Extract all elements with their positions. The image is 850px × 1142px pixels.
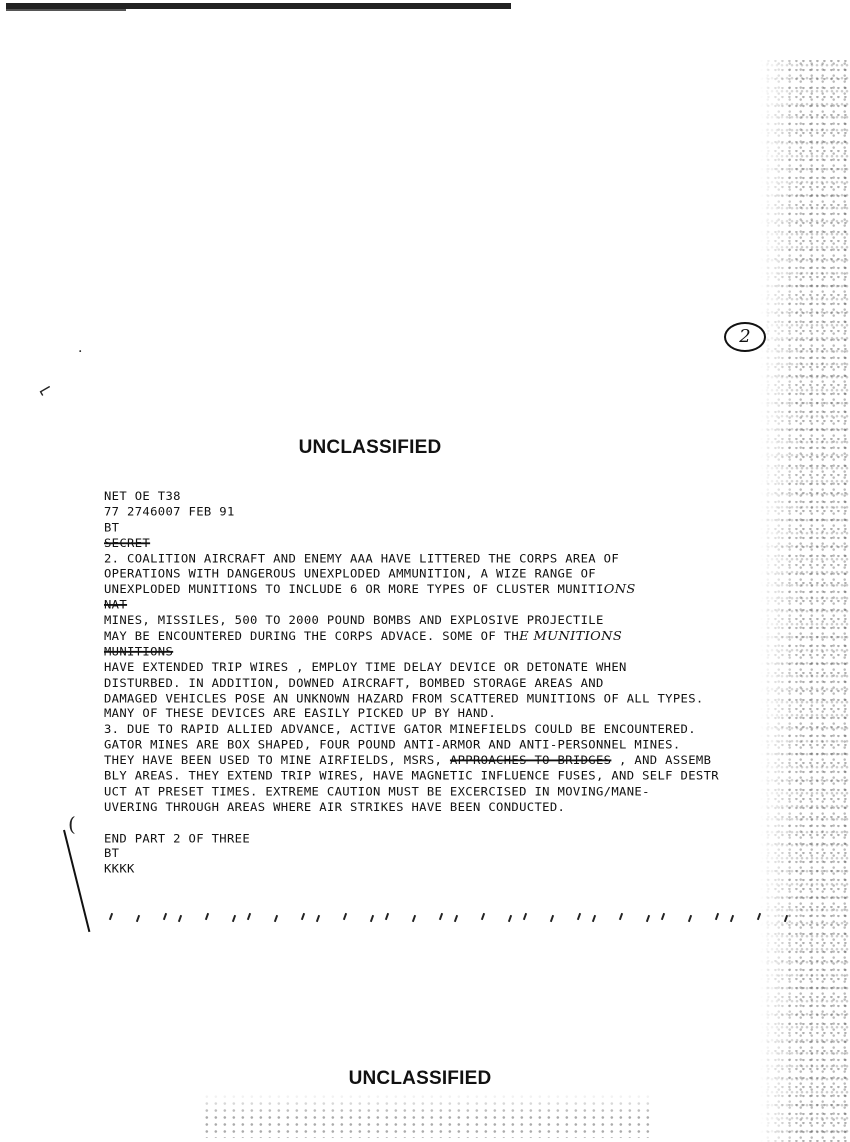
scan-top-edge-bar-thin xyxy=(6,9,126,11)
message-line xyxy=(104,769,824,785)
message-line xyxy=(104,784,824,800)
separator-tick xyxy=(661,913,665,920)
message-line xyxy=(104,722,824,738)
message-text: THEY HAVE BEEN USED TO MINE AIRFIELDS, MSRS, xyxy=(104,754,450,767)
message-scribble-text: APPROACHES TO BRIDGES xyxy=(449,754,612,767)
separator-tick xyxy=(370,915,374,922)
page-separator-marks xyxy=(110,913,830,927)
message-text: OPERATIONS WITH DANGEROUS UNEXPLODED AMMUNITION, A WIZE RANGE OF xyxy=(104,567,596,581)
separator-tick xyxy=(232,915,236,922)
message-line xyxy=(104,489,824,505)
separator-tick xyxy=(301,913,305,920)
message-line xyxy=(104,551,824,567)
scan-bottom-specks xyxy=(205,1093,655,1138)
separator-tick xyxy=(481,913,485,920)
message-line xyxy=(104,846,824,862)
message-line xyxy=(104,707,824,723)
separator-tick xyxy=(136,915,140,922)
message-line xyxy=(104,800,824,816)
separator-tick xyxy=(205,913,209,920)
separator-tick xyxy=(247,913,251,920)
message-text: MAY BE ENCOUNTERED DURING THE CORPS ADVACE. SOME OF TH xyxy=(104,629,520,643)
margin-pen-stroke xyxy=(63,830,90,932)
separator-tick xyxy=(508,915,512,922)
message-line xyxy=(104,660,824,676)
message-text: MINES, MISSILES, 500 TO 2000 POUND BOMBS AND EXPLOSIVE PROJECTILE xyxy=(104,614,604,628)
separator-tick xyxy=(730,915,734,922)
message-line xyxy=(104,520,824,536)
separator-tick xyxy=(454,915,458,922)
separator-tick xyxy=(757,913,761,920)
message-line xyxy=(104,582,824,598)
message-text: MANY OF THESE DEVICES ARE EASILY PICKED UP BY HAND. xyxy=(104,707,497,721)
message-text: , AND ASSEMB xyxy=(611,754,712,767)
message-line xyxy=(104,644,824,660)
message-text: UVERING THROUGH AREAS WHERE AIR STRIKES HAVE BEEN CONDUCTED. xyxy=(104,800,566,814)
message-line xyxy=(104,675,824,691)
message-line xyxy=(104,738,824,754)
message-line xyxy=(104,815,824,831)
message-text: BT xyxy=(104,847,120,861)
message-text: 77 2746007 FEB 91 xyxy=(104,505,235,519)
message-line xyxy=(104,613,824,629)
message-line xyxy=(104,567,824,583)
separator-tick xyxy=(715,913,719,920)
separator-tick xyxy=(646,915,650,922)
message-text: NET OE T38 xyxy=(104,489,181,503)
separator-tick xyxy=(109,913,113,920)
message-text: HAVE EXTENDED TRIP WIRES , EMPLOY TIME DELAY DEVICE OR DETONATE WHEN xyxy=(104,660,627,674)
message-text: 3. DUE TO RAPID ALLIED ADVANCE, ACTIVE GATOR MINEFIELDS COULD BE ENCOUNTERED. xyxy=(104,723,696,736)
message-line xyxy=(104,753,824,769)
separator-tick xyxy=(385,913,389,920)
message-line xyxy=(104,598,824,614)
scan-speck: ⌐ xyxy=(33,377,58,404)
message-line xyxy=(104,505,824,521)
message-strike-text: MUNITIONS xyxy=(104,645,174,659)
separator-tick xyxy=(592,915,596,922)
separator-tick xyxy=(784,915,788,922)
message-text: BLY AREAS. THEY EXTEND TRIP WIRES, HAVE MAGNETIC INFLUENCE FUSES, AND SELF DESTR xyxy=(104,769,719,783)
message-body xyxy=(104,489,824,877)
message-line xyxy=(104,831,824,847)
message-text: DAMAGED VEHICLES POSE AN UNKNOWN HAZARD FROM SCATTERED MUNITIONS OF ALL TYPES. xyxy=(104,691,704,705)
page-number-annotation xyxy=(724,322,766,352)
classification-header: UNCLASSIFIED xyxy=(298,437,442,458)
message-hand-text: ONS xyxy=(603,583,636,597)
message-text: UCT AT PRESET TIMES. EXTREME CAUTION MUST BE EXCERCISED IN MOVING/MANE- xyxy=(104,785,650,799)
message-line xyxy=(104,691,824,707)
separator-tick xyxy=(439,913,443,920)
separator-tick xyxy=(412,915,416,922)
message-text: KKKK xyxy=(104,862,135,876)
separator-tick xyxy=(178,915,182,922)
message-text: BT xyxy=(104,520,120,534)
message-hand-text: E MUNITIONS xyxy=(519,629,623,644)
scan-speck: ( xyxy=(68,812,76,836)
message-line xyxy=(104,862,824,878)
message-strike-text: SECRET xyxy=(104,536,151,550)
page-number-annotation-text: 2 xyxy=(739,326,751,347)
message-text: 2. COALITION AIRCRAFT AND ENEMY AAA HAVE LITTERED THE CORPS AREA OF xyxy=(104,552,620,565)
message-text: UNEXPLODED MUNITIONS TO INCLUDE 6 OR MORE TYPES OF CLUSTER MUNITI xyxy=(104,583,604,597)
separator-tick xyxy=(163,913,167,920)
separator-tick xyxy=(523,913,527,920)
message-line xyxy=(104,629,824,645)
message-text: DISTURBED. IN ADDITION, DOWNED AIRCRAFT, BOMBED STORAGE AREAS AND xyxy=(104,676,604,690)
separator-tick xyxy=(316,915,320,922)
message-line xyxy=(104,536,824,552)
scan-speck: · xyxy=(78,344,83,360)
message-text: END PART 2 OF THREE xyxy=(104,831,251,845)
message-text: GATOR MINES ARE BOX SHAPED, FOUR POUND ANTI-ARMOR AND ANTI-PERSONNEL MINES. xyxy=(104,738,681,752)
message-strike-text: NAT xyxy=(104,598,128,612)
separator-tick xyxy=(343,913,347,920)
classification-footer: UNCLASSIFIED xyxy=(348,1068,492,1089)
separator-tick xyxy=(688,915,692,922)
separator-tick xyxy=(619,913,623,920)
separator-tick xyxy=(274,915,278,922)
separator-tick xyxy=(577,913,581,920)
separator-tick xyxy=(550,915,554,922)
